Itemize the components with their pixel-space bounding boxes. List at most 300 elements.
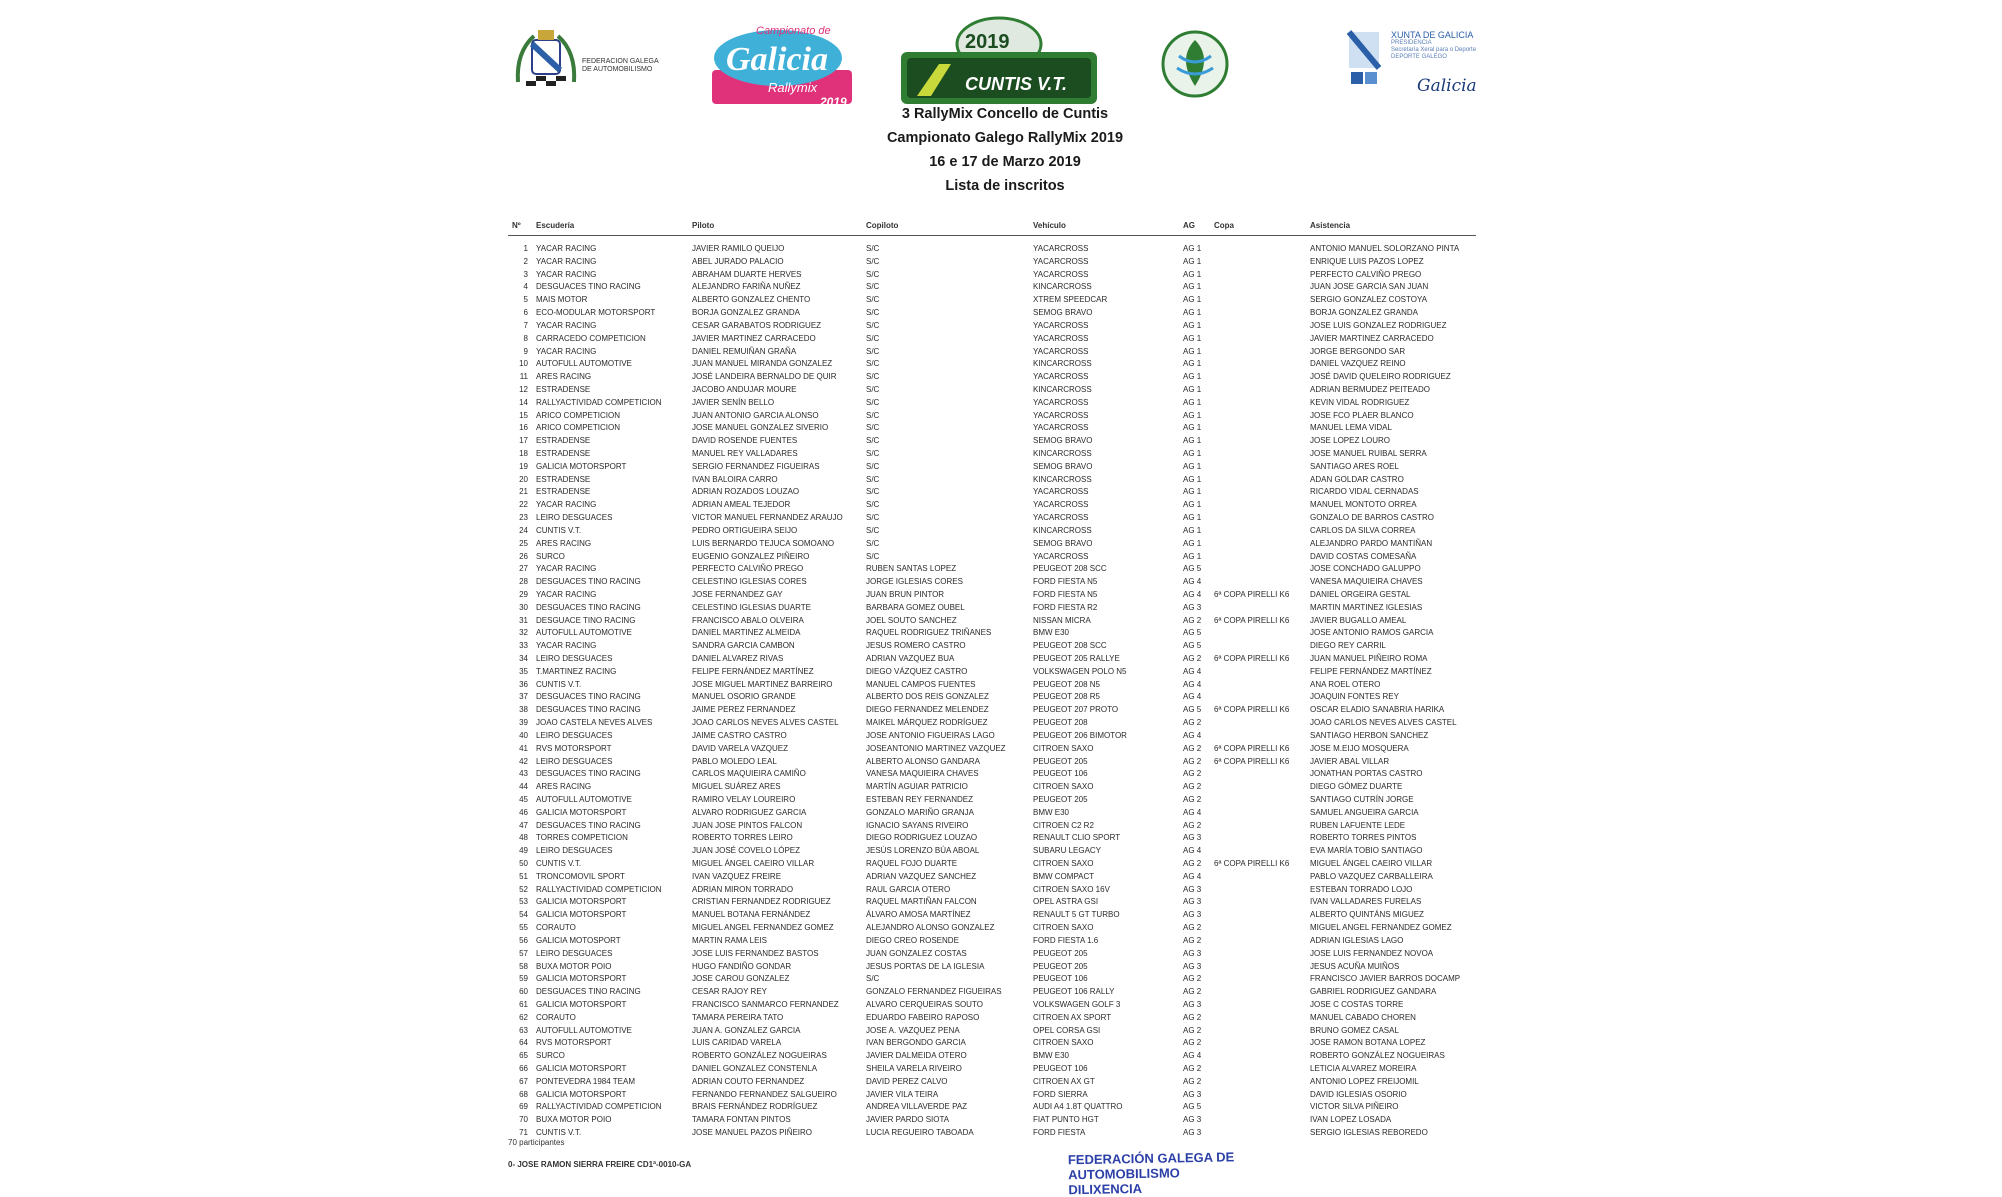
cell-ag: AG 3	[1183, 602, 1202, 612]
header-divider	[508, 235, 1476, 236]
cell-escuderia: AUTOFULL AUTOMOTIVE	[536, 628, 632, 638]
cell-escuderia: CARRACEDO COMPETICION	[536, 333, 646, 343]
cell-copa: 6ª COPA PIRELLI K6	[1214, 654, 1290, 663]
cell-number: 15	[519, 410, 528, 420]
cell-ag: AG 5	[1183, 628, 1202, 638]
cell-vehiculo: XTREM SPEEDCAR	[1033, 295, 1108, 305]
cell-piloto: MANUEL BOTANA FERNÁNDEZ	[692, 910, 811, 920]
table-row	[508, 922, 1476, 935]
table-row	[508, 551, 1476, 564]
cell-piloto: DANIEL GONZALEZ CONSTENLA	[692, 1064, 818, 1073]
cell-vehiculo: VOLKSWAGEN GOLF 3	[1033, 999, 1121, 1009]
table-row	[508, 909, 1476, 922]
cell-piloto: BRAIS FERNÁNDEZ RODRÍGUEZ	[692, 1102, 818, 1112]
cell-ag: AG 5	[1183, 705, 1202, 715]
cell-ag: AG 3	[1183, 948, 1202, 958]
cell-piloto: JOSE MIGUEL MARTINEZ BARREIRO	[692, 679, 833, 689]
cell-escuderia: T.MARTINEZ RACING	[536, 666, 617, 676]
cell-number: 35	[519, 666, 528, 676]
table-row	[508, 640, 1476, 653]
cell-copiloto: S/C	[866, 256, 880, 266]
rally-logo	[895, 14, 1103, 109]
cell-asistencia: ESTEBAN TORRADO LOJO	[1310, 884, 1413, 894]
cell-escuderia: ARES RACING	[536, 538, 592, 548]
cell-escuderia: GALICIA MOTORSPORT	[536, 999, 627, 1009]
cell-copiloto: RAQUEL MARTIÑAN FALCON	[866, 897, 977, 907]
cell-copiloto: ADRIAN VAZQUEZ SANCHEZ	[866, 871, 977, 881]
cell-piloto: ALEJANDRO FARIÑA NUÑEZ	[692, 282, 801, 292]
table-row	[508, 717, 1476, 730]
cell-piloto: JUAN A. GONZALEZ GARCIA	[692, 1025, 801, 1035]
cell-number: 3	[523, 269, 528, 279]
cell-ag: AG 2	[1183, 987, 1202, 997]
cell-number: 58	[519, 961, 528, 971]
cell-copiloto: RUBEN SANTAS LOPEZ	[866, 564, 957, 574]
cell-piloto: SANDRA GARCIA CAMBON	[692, 641, 795, 651]
table-row	[508, 346, 1476, 359]
cell-vehiculo: PEUGEOT 207 PROTO	[1033, 705, 1119, 715]
xunta-sub1: PRESIDENCIA	[1391, 40, 1432, 46]
cell-escuderia: BUXA MOTOR POIO	[536, 1115, 612, 1125]
table-row	[508, 832, 1476, 845]
cell-piloto: DAVID ROSENDE FUENTES	[692, 436, 798, 446]
cell-copiloto: JUAN GONZALEZ COSTAS	[866, 948, 967, 958]
cell-asistencia: LETICIA ALVAREZ MOREIRA	[1310, 1064, 1417, 1073]
cell-number: 28	[519, 577, 528, 587]
cell-ag: AG 1	[1183, 308, 1202, 318]
cell-asistencia: DAVID COSTAS COMESAÑA	[1310, 551, 1417, 561]
event-dates: 16 e 17 de Marzo 2019	[929, 154, 1081, 170]
cell-copiloto: DIEGO FERNANDEZ MELENDEZ	[866, 705, 989, 715]
cell-ag: AG 4	[1183, 666, 1202, 676]
cell-vehiculo: KINCARCROSS	[1033, 359, 1092, 369]
cell-piloto: JAIME PEREZ FERNANDEZ	[692, 705, 796, 715]
cell-escuderia: DESGUACES TINO RACING	[536, 282, 641, 292]
cell-escuderia: RALLYACTIVIDAD COMPETICION	[536, 884, 662, 894]
cell-vehiculo: SUBARU LEGACY	[1033, 846, 1102, 856]
table-row	[508, 1025, 1476, 1038]
cell-escuderia: DESGUACES TINO RACING	[536, 692, 641, 702]
rally-year-text: 2019	[965, 31, 1010, 53]
cell-asistencia: ROBERTO TORRES PINTOS	[1310, 833, 1417, 843]
cell-vehiculo: YACARCROSS	[1033, 551, 1089, 561]
cell-number: 52	[519, 884, 528, 894]
cell-number: 12	[519, 384, 528, 394]
cell-ag: AG 2	[1183, 935, 1202, 945]
cell-ag: AG 2	[1183, 1076, 1202, 1086]
header-vehiculo: Vehículo	[1033, 221, 1066, 230]
cell-number: 23	[519, 513, 528, 523]
cell-escuderia: YACAR RACING	[536, 269, 597, 279]
cell-ag: AG 2	[1183, 794, 1202, 804]
cell-escuderia: CORAUTO	[536, 1012, 576, 1022]
cell-vehiculo: PEUGEOT 205	[1033, 961, 1088, 971]
cell-number: 43	[519, 769, 528, 779]
table-row	[508, 358, 1476, 371]
cell-copiloto: S/C	[866, 359, 880, 369]
cell-piloto: MARTIN RAMA LEIS	[692, 935, 767, 945]
cell-escuderia: DESGUACES TINO RACING	[536, 705, 641, 715]
cell-escuderia: CORAUTO	[536, 923, 576, 933]
cell-escuderia: YACAR RACING	[536, 589, 597, 599]
cell-escuderia: CUNTIS V.T.	[536, 1128, 582, 1138]
cell-asistencia: JOSE C COSTAS TORRE	[1310, 999, 1404, 1009]
cell-number: 63	[519, 1025, 528, 1035]
cell-ag: AG 2	[1183, 974, 1202, 984]
cell-number: 59	[519, 974, 528, 984]
cell-ag: AG 1	[1183, 500, 1202, 510]
cell-asistencia: PERFECTO CALVIÑO PREGO	[1310, 269, 1422, 279]
table-row	[508, 768, 1476, 781]
cell-piloto: ABRAHAM DUARTE HERVES	[692, 269, 802, 279]
cell-asistencia: FELIPE FERNÁNDEZ MARTÍNEZ	[1310, 666, 1432, 676]
table-row	[508, 243, 1476, 256]
official-signature: 0- JOSE RAMON SIERRA FREIRE CD1ª-0010-GA	[508, 1160, 692, 1169]
cell-asistencia: IVAN LOPEZ LOSADA	[1310, 1115, 1392, 1125]
cell-piloto: CRISTIAN FERNANDEZ RODRIGUEZ	[692, 897, 831, 907]
cell-ag: AG 1	[1183, 384, 1202, 394]
cell-copa: 6ª COPA PIRELLI K6	[1214, 743, 1290, 753]
cell-number: 50	[519, 859, 528, 868]
cell-asistencia: EVA MARÍA TOBIO SANTIAGO	[1310, 846, 1423, 856]
cell-vehiculo: PEUGEOT 206 BIMOTOR	[1033, 730, 1127, 740]
cell-asistencia: CARLOS DA SILVA CORREA	[1310, 525, 1416, 535]
cell-piloto: MANUEL OSORIO GRANDE	[692, 692, 796, 702]
cell-escuderia: CUNTIS V.T.	[536, 859, 582, 868]
cell-copa: 6ª COPA PIRELLI K6	[1214, 705, 1290, 715]
cell-escuderia: GALICIA MOTORSPORT	[536, 1064, 627, 1073]
leaf-emblem-icon	[1155, 28, 1235, 100]
cell-vehiculo: FIAT PUNTO HGT	[1033, 1115, 1099, 1125]
cell-copiloto: S/C	[866, 513, 880, 523]
cell-vehiculo: SEMOG BRAVO	[1033, 461, 1093, 471]
cell-piloto: DANIEL MARTINEZ ALMEIDA	[692, 628, 801, 638]
cell-escuderia: GALICIA MOTORSPORT	[536, 974, 627, 984]
entry-list-body	[508, 243, 1476, 1140]
cell-copiloto: JESUS PORTAS DE LA IGLESIA	[866, 961, 985, 971]
table-row	[508, 756, 1476, 769]
cell-copiloto: JOSE ANTONIO FIGUEIRAS LAGO	[866, 730, 995, 740]
cell-ag: AG 4	[1183, 1051, 1202, 1061]
cell-piloto: JOSE MANUEL PAZOS PIÑEIRO	[692, 1128, 813, 1138]
cell-copiloto: S/C	[866, 269, 880, 279]
cell-escuderia: AUTOFULL AUTOMOTIVE	[536, 1025, 632, 1035]
cell-asistencia: RICARDO VIDAL CERNADAS	[1310, 487, 1419, 497]
cell-piloto: JAIME CASTRO CASTRO	[692, 730, 787, 740]
cell-asistencia: JOAO CARLOS NEVES ALVES CASTEL	[1310, 718, 1457, 728]
cell-number: 7	[523, 320, 528, 330]
cell-asistencia: ALBERTO QUINTÁNS MIGUEZ	[1310, 910, 1424, 920]
cell-copiloto: BARBARA GOMEZ OUBEL	[866, 602, 965, 612]
cell-copiloto: DIEGO RODRIGUEZ LOUZAO	[866, 833, 978, 843]
table-row	[508, 1114, 1476, 1127]
table-row	[508, 1127, 1476, 1140]
cell-number: 45	[519, 794, 528, 804]
cell-vehiculo: KINCARCROSS	[1033, 525, 1092, 535]
cell-escuderia: GALICIA MOTOSPORT	[536, 935, 621, 945]
cell-vehiculo: SEMOG BRAVO	[1033, 538, 1093, 548]
cell-escuderia: RALLYACTIVIDAD COMPETICION	[536, 397, 662, 407]
cell-escuderia: RVS MOTORSPORT	[536, 743, 612, 753]
table-row	[508, 269, 1476, 282]
cell-number: 11	[519, 372, 528, 382]
cell-asistencia: ADRIAN IGLESIAS LAGO	[1310, 935, 1404, 945]
cell-vehiculo: YACARCROSS	[1033, 256, 1089, 266]
cell-escuderia: GALICIA MOTORSPORT	[536, 1089, 627, 1099]
cell-asistencia: ENRIQUE LUIS PAZOS LOPEZ	[1310, 256, 1424, 266]
cell-ag: AG 2	[1183, 782, 1202, 792]
cell-ag: AG 3	[1183, 1115, 1202, 1125]
cell-ag: AG 1	[1183, 244, 1202, 253]
cell-vehiculo: PEUGEOT 208 R5	[1033, 692, 1100, 702]
cell-piloto: CARLOS MAQUIEIRA CAMIÑO	[692, 769, 806, 779]
cell-ag: AG 3	[1183, 961, 1202, 971]
cell-number: 69	[519, 1102, 528, 1112]
cell-piloto: DANIEL REMUIÑAN GRAÑA	[692, 346, 797, 356]
cell-asistencia: JOSE LUIS FERNANDEZ NOVOA	[1310, 948, 1434, 958]
table-row	[508, 1101, 1476, 1114]
cell-vehiculo: CITROEN AX GT	[1033, 1076, 1095, 1086]
cell-number: 53	[519, 897, 528, 907]
cell-escuderia: ARICO COMPETICION	[536, 423, 621, 433]
cell-number: 6	[523, 308, 528, 318]
cell-ag: AG 1	[1183, 423, 1202, 433]
table-row	[508, 704, 1476, 717]
cell-ag: AG 2	[1183, 859, 1202, 868]
table-row	[508, 371, 1476, 384]
cell-ag: AG 3	[1183, 999, 1202, 1009]
cell-ag: AG 4	[1183, 730, 1202, 740]
cell-ag: AG 1	[1183, 346, 1202, 356]
cell-number: 29	[519, 589, 528, 599]
cell-copiloto: IGNACIO SAYANS RIVEIRO	[866, 820, 969, 830]
cell-escuderia: ECO-MODULAR MOTORSPORT	[536, 308, 656, 318]
cell-number: 37	[519, 692, 528, 702]
cell-number: 70	[519, 1115, 528, 1125]
table-row	[508, 410, 1476, 423]
cell-copiloto: S/C	[866, 487, 880, 497]
cell-piloto: EUGENIO GONZALEZ PIÑEIRO	[692, 551, 810, 561]
cell-asistencia: DANIEL ORGEIRA GESTAL	[1310, 589, 1411, 599]
cell-piloto: RAMIRO VELAY LOUREIRO	[692, 794, 796, 804]
federation-stamp	[1067, 1148, 1329, 1197]
cell-copiloto: S/C	[866, 244, 880, 253]
cell-vehiculo: FORD SIERRA	[1033, 1089, 1088, 1099]
cell-escuderia: GALICIA MOTORSPORT	[536, 461, 627, 471]
cell-copiloto: LUCIA REGUEIRO TABOADA	[866, 1128, 974, 1138]
championship-title: Campionato Galego RallyMix 2019	[886, 130, 1124, 146]
cell-copiloto: RAQUEL RODRIGUEZ TRIÑANES	[866, 628, 992, 638]
xunta-sub2: Secretaría Xeral para o Deporte	[1391, 47, 1477, 53]
cell-vehiculo: YACARCROSS	[1033, 244, 1089, 253]
cell-piloto: JOSE FERNANDEZ GAY	[692, 589, 783, 599]
table-row	[508, 499, 1476, 512]
cell-ag: AG 2	[1183, 1038, 1202, 1048]
cell-number: 48	[519, 833, 528, 843]
table-row	[508, 871, 1476, 884]
cell-number: 49	[519, 846, 528, 856]
cell-ag: AG 3	[1183, 910, 1202, 920]
cell-copiloto: S/C	[866, 423, 880, 433]
cell-vehiculo: PEUGEOT 106	[1033, 974, 1088, 984]
cell-number: 4	[523, 282, 528, 292]
cell-copiloto: JORGE IGLESIAS CORES	[866, 577, 963, 587]
table-row	[508, 512, 1476, 525]
cell-asistencia: DAVID IGLESIAS OSORIO	[1310, 1089, 1407, 1099]
cell-asistencia: JAVIER ABAL VILLAR	[1310, 756, 1390, 766]
table-row	[508, 884, 1476, 897]
cell-number: 30	[519, 602, 528, 612]
cell-copiloto: JESUS ROMERO CASTRO	[866, 641, 966, 651]
cell-copiloto: S/C	[866, 461, 880, 471]
cell-ag: AG 1	[1183, 551, 1202, 561]
cell-piloto: ALVARO RODRIGUEZ GARCIA	[692, 807, 807, 817]
cell-number: 55	[519, 923, 528, 933]
cell-asistencia: SERGIO IGLESIAS REBOREDO	[1310, 1128, 1428, 1138]
cell-asistencia: MANUEL LEMA VIDAL	[1310, 423, 1392, 433]
cell-escuderia: ESTRADENSE	[536, 474, 591, 484]
cell-ag: AG 4	[1183, 679, 1202, 689]
cell-copa: 6ª COPA PIRELLI K6	[1214, 859, 1290, 868]
cell-escuderia: SURCO	[536, 1051, 565, 1061]
cell-number: 16	[519, 423, 528, 433]
cell-number: 24	[519, 525, 528, 535]
cell-ag: AG 1	[1183, 461, 1202, 471]
cell-escuderia: LEIRO DESGUACES	[536, 846, 613, 856]
cell-escuderia: LEIRO DESGUACES	[536, 654, 613, 663]
cell-ag: AG 4	[1183, 577, 1202, 587]
cell-vehiculo: BMW COMPACT	[1033, 871, 1095, 881]
cell-number: 5	[523, 295, 528, 305]
header-copiloto: Copiloto	[866, 221, 899, 230]
cell-number: 31	[519, 615, 528, 625]
cell-vehiculo: YACARCROSS	[1033, 372, 1089, 382]
cell-piloto: CELESTINO IGLESIAS DUARTE	[692, 602, 811, 612]
cell-number: 71	[519, 1128, 528, 1138]
cell-vehiculo: BMW E30	[1033, 807, 1070, 817]
cell-escuderia: LEIRO DESGUACES	[536, 756, 613, 766]
cell-asistencia: DIEGO REY CARRIL	[1310, 641, 1386, 651]
cell-asistencia: JOSE LUIS GONZALEZ RODRIGUEZ	[1310, 320, 1447, 330]
cell-escuderia: LEIRO DESGUACES	[536, 513, 613, 523]
table-row	[508, 807, 1476, 820]
table-row	[508, 422, 1476, 435]
cell-copiloto: S/C	[866, 308, 880, 318]
table-row	[508, 1012, 1476, 1025]
stamp-line-1: FEDERACIÓN GALEGA DE AUTOMOBILISMO	[1067, 1149, 1235, 1183]
cell-piloto: MIGUEL ANGEL FERNANDEZ GOMEZ	[692, 923, 834, 933]
cell-copiloto: JAVIER VILA TEIRA	[866, 1089, 939, 1099]
cell-asistencia: OSCAR ELADIO SANABRIA HARIKA	[1310, 705, 1445, 715]
cell-number: 14	[519, 397, 528, 407]
cell-escuderia: AUTOFULL AUTOMOTIVE	[536, 359, 632, 369]
cell-escuderia: DESGUACES TINO RACING	[536, 577, 641, 587]
cell-number: 64	[519, 1038, 528, 1048]
cell-copa: 6ª COPA PIRELLI K6	[1214, 589, 1290, 599]
cell-number: 9	[523, 346, 528, 356]
cell-escuderia: GALICIA MOTORSPORT	[536, 910, 627, 920]
cell-number: 54	[519, 910, 528, 920]
header-ag: AG	[1183, 221, 1195, 230]
cell-ag: AG 2	[1183, 718, 1202, 728]
cell-vehiculo: FORD FIESTA	[1033, 1128, 1086, 1138]
cell-piloto: JAVIER MARTINEZ CARRACEDO	[692, 333, 816, 343]
cell-vehiculo: CITROEN AX SPORT	[1033, 1012, 1112, 1022]
cell-copiloto: S/C	[866, 384, 880, 394]
cell-vehiculo: PEUGEOT 208 SCC	[1033, 564, 1107, 574]
cell-piloto: MANUEL REY VALLADARES	[692, 449, 798, 458]
cell-ag: AG 1	[1183, 436, 1202, 446]
cell-asistencia: IVAN VALLADARES FURELAS	[1310, 897, 1422, 907]
cell-piloto: JUAN MANUEL MIRANDA GONZALEZ	[692, 359, 833, 369]
table-row	[508, 1050, 1476, 1063]
table-row	[508, 461, 1476, 474]
cell-escuderia: ARES RACING	[536, 782, 592, 792]
cell-ag: AG 1	[1183, 487, 1202, 497]
cell-asistencia: JOSE CONCHADO GALUPPO	[1310, 564, 1421, 574]
cell-piloto: ABEL JURADO PALACIO	[692, 256, 784, 266]
cell-copiloto: JAVIER DALMEIDA OTERO	[866, 1051, 967, 1061]
cell-copiloto: ÁLVARO AMOSA MARTÍNEZ	[866, 910, 971, 920]
cell-escuderia: JOAO CASTELA NEVES ALVES	[536, 718, 653, 728]
cell-copiloto: DIEGO VÁZQUEZ CASTRO	[866, 666, 968, 676]
cell-piloto: PERFECTO CALVIÑO PREGO	[692, 564, 804, 574]
cell-piloto: JUAN JOSE PINTOS FALCON	[692, 820, 803, 830]
cell-number: 67	[519, 1076, 528, 1086]
cell-vehiculo: KINCARCROSS	[1033, 449, 1092, 458]
cell-escuderia: LEIRO DESGUACES	[536, 948, 613, 958]
cell-asistencia: DIEGO GÓMEZ DUARTE	[1310, 782, 1403, 792]
cell-ag: AG 2	[1183, 654, 1202, 663]
cell-escuderia: TRONCOMOVIL SPORT	[536, 871, 625, 881]
cell-piloto: JACOBO ANDUJAR MOURE	[692, 384, 797, 394]
cell-escuderia: YACAR RACING	[536, 564, 597, 574]
cell-copiloto: ALEJANDRO ALONSO GONZALEZ	[866, 923, 995, 933]
cell-ag: AG 2	[1183, 923, 1202, 933]
table-row	[508, 999, 1476, 1012]
cell-vehiculo: FORD FIESTA 1.6	[1033, 935, 1099, 945]
cell-vehiculo: YACARCROSS	[1033, 333, 1089, 343]
cell-escuderia: ESTRADENSE	[536, 487, 591, 497]
cell-ag: AG 2	[1183, 769, 1202, 779]
cell-ag: AG 5	[1183, 564, 1202, 574]
cell-copiloto: MANUEL CAMPOS FUENTES	[866, 679, 976, 689]
cell-escuderia: RALLYACTIVIDAD COMPETICION	[536, 1102, 662, 1112]
cell-copiloto: ANDREA VILLAVERDE PAZ	[866, 1102, 968, 1112]
cell-vehiculo: YACARCROSS	[1033, 500, 1089, 510]
cell-piloto: JOSE MANUEL GONZALEZ SIVERIO	[692, 423, 829, 433]
cell-copiloto: SHEILA VARELA RIVEIRO	[866, 1064, 962, 1073]
xunta-text-block	[1391, 30, 1487, 61]
cell-copiloto: S/C	[866, 474, 880, 484]
cell-escuderia: TORRES COMPETICION	[536, 833, 628, 843]
cell-escuderia: YACAR RACING	[536, 244, 597, 253]
cell-ag: AG 2	[1183, 1025, 1202, 1035]
table-row	[508, 653, 1476, 666]
cell-ag: AG 2	[1183, 615, 1202, 625]
cell-ag: AG 1	[1183, 410, 1202, 420]
cell-asistencia: PABLO VAZQUEZ CARBALLEIRA	[1310, 871, 1433, 881]
cell-number: 34	[519, 654, 528, 663]
stamp-line-2: DILIXENCIA	[1068, 1180, 1143, 1197]
cell-vehiculo: FORD FIESTA N5	[1033, 589, 1098, 599]
cell-asistencia: MARTIN MARTINEZ IGLESIAS	[1310, 602, 1423, 612]
cell-copiloto: S/C	[866, 295, 880, 305]
cell-number: 60	[519, 987, 528, 997]
championship-sub-text: Rallymix	[768, 80, 818, 95]
cell-escuderia: YACAR RACING	[536, 500, 597, 510]
cell-asistencia: ANA ROEL OTERO	[1310, 679, 1381, 689]
